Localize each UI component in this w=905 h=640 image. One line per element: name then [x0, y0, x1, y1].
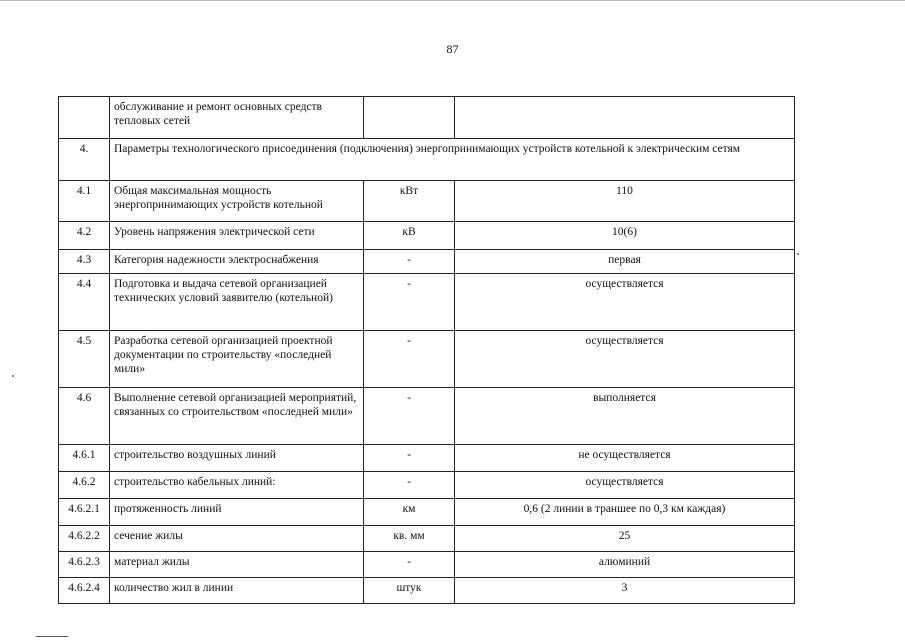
row-value: осуществляется	[455, 274, 795, 331]
row-number: 4.2	[59, 222, 110, 250]
page-top-edge	[0, 0, 905, 1]
table-row	[59, 250, 795, 274]
row-unit: штук	[364, 578, 455, 604]
row-number: 4.6.2.3	[59, 552, 110, 578]
row-name: протяженность линий	[110, 499, 364, 526]
table-row	[59, 472, 795, 499]
row-number: 4.5	[59, 331, 110, 388]
table-row	[59, 388, 795, 445]
table-row	[59, 274, 795, 331]
page-bottom-edge	[36, 636, 68, 637]
row-number: 4.6.1	[59, 445, 110, 472]
row-value: 0,6 (2 линии в траншее по 0,3 км каждая)	[455, 499, 795, 526]
table-row	[59, 331, 795, 388]
row-unit: -	[364, 472, 455, 499]
row-number: 4.6.2.1	[59, 499, 110, 526]
row-value: осуществляется	[455, 472, 795, 499]
row-value: не осуществляется	[455, 445, 795, 472]
scan-speck	[12, 375, 14, 377]
row-number: 4.4	[59, 274, 110, 331]
row-name: обслуживание и ремонт основных средств тепловых сетей	[110, 97, 364, 139]
row-value: 25	[455, 526, 795, 552]
table-row	[59, 552, 795, 578]
row-unit: кв. мм	[364, 526, 455, 552]
table-row	[59, 222, 795, 250]
row-name: Категория надежности электроснабжения	[110, 250, 364, 274]
table-row	[59, 578, 795, 604]
row-value: осуществляется	[455, 331, 795, 388]
table-row	[59, 97, 795, 139]
row-unit: -	[364, 445, 455, 472]
row-number: 4.6.2	[59, 472, 110, 499]
row-unit: кВт	[364, 181, 455, 222]
section-heading: Параметры технологического присоединения (подключения) энергопринимающих устройств котельной к электрическим сетям	[110, 139, 795, 181]
row-name: Разработка сетевой организацией проектной документации по строительству «последней мили»	[110, 331, 364, 388]
table-row	[59, 445, 795, 472]
page-number: 87	[446, 42, 459, 56]
row-name: Уровень напряжения электрической сети	[110, 222, 364, 250]
row-name: количество жил в линии	[110, 578, 364, 604]
row-name: сечение жилы	[110, 526, 364, 552]
row-unit: -	[364, 250, 455, 274]
row-name: Общая максимальная мощность энергопринимающих устройств котельной	[110, 181, 364, 222]
row-unit: -	[364, 274, 455, 331]
row-number	[59, 97, 110, 139]
row-name: Выполнение сетевой организацией мероприятий, связанных со строительством «последней мили»	[110, 388, 364, 445]
row-value: 10(6)	[455, 222, 795, 250]
row-value: выполняется	[455, 388, 795, 445]
table-row	[59, 526, 795, 552]
row-number: 4.6.2.4	[59, 578, 110, 604]
table-row	[59, 181, 795, 222]
row-unit: -	[364, 388, 455, 445]
row-unit: -	[364, 552, 455, 578]
row-number: 4.1	[59, 181, 110, 222]
row-value: первая	[455, 250, 795, 274]
row-name: материал жилы	[110, 552, 364, 578]
row-value: 110	[455, 181, 795, 222]
table-row	[59, 499, 795, 526]
row-value: алюминий	[455, 552, 795, 578]
table-row-section	[59, 139, 795, 181]
row-name: Подготовка и выдача сетевой организацией технических условий заявителю (котельной)	[110, 274, 364, 331]
parameters-table	[58, 96, 795, 604]
row-value: 3	[455, 578, 795, 604]
row-number: 4.3	[59, 250, 110, 274]
row-unit: км	[364, 499, 455, 526]
row-unit: кВ	[364, 222, 455, 250]
row-name: строительство кабельных линий:	[110, 472, 364, 499]
row-number: 4.6	[59, 388, 110, 445]
row-unit: -	[364, 331, 455, 388]
row-number: 4.6.2.2	[59, 526, 110, 552]
scan-speck	[797, 253, 799, 255]
row-number: 4.	[59, 139, 110, 181]
row-value	[455, 97, 795, 139]
row-name: строительство воздушных линий	[110, 445, 364, 472]
row-unit	[364, 97, 455, 139]
